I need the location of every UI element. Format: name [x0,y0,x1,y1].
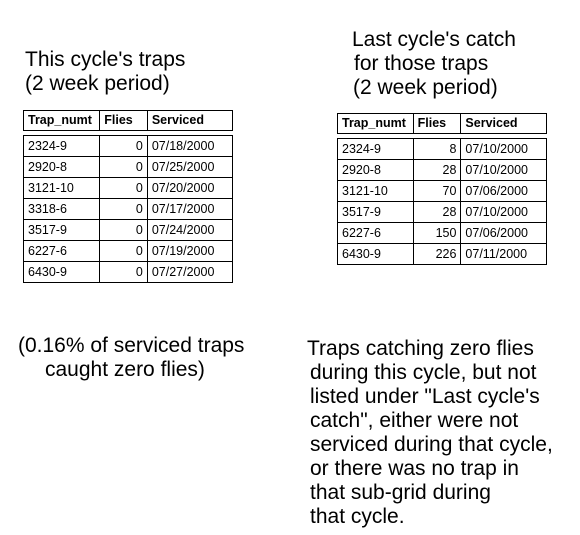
trap-number-cell[interactable]: 6430-9 [338,244,414,264]
this-cycle-title-line1: This cycle's traps [25,48,186,71]
trap-number-cell[interactable]: 2324-9 [24,136,100,156]
flies-count-cell[interactable]: 28 [414,160,462,180]
explanation-note-line4: catch", either were not [310,409,519,432]
last-cycle-title [352,28,516,100]
flies-count-cell[interactable]: 0 [100,199,148,219]
serviced-date-cell[interactable]: 07/19/2000 [151,244,215,258]
trap-number-cell[interactable]: 3517-9 [338,202,414,222]
table-body [337,138,547,265]
last-cycle-catch-table [337,113,547,265]
percentage-note-line1: (0.16% of serviced traps [18,334,245,357]
explanation-note-line3: listed under "Last cycle's [310,385,540,408]
table-row[interactable] [338,222,546,243]
trap-number-cell[interactable]: 3318-6 [24,199,100,219]
table-row[interactable] [338,139,546,159]
trap-number-cell[interactable]: 3517-9 [24,220,100,240]
explanation-note-line8: that cycle. [310,505,405,528]
serviced-date-cell[interactable]: 07/10/2000 [465,205,528,219]
table-row[interactable] [338,201,546,222]
this-cycle-title-line2: (2 week period) [25,72,170,95]
serviced-date-cell[interactable]: 07/24/2000 [151,223,215,237]
last-cycle-title-line2: for those traps [354,52,489,75]
last-cycle-title-line3: (2 week period) [353,76,498,99]
table-row[interactable] [338,159,546,180]
trap-number-cell[interactable]: 2920-8 [24,157,100,177]
table-header [23,110,233,131]
column-header-serviced[interactable]: Serviced [465,116,518,130]
table-row[interactable] [24,219,232,240]
table-row[interactable] [24,177,232,198]
this-cycle-title [25,48,185,96]
serviced-date-cell[interactable]: 07/17/2000 [151,202,215,216]
trap-number-cell[interactable]: 2324-9 [338,139,414,159]
serviced-date-cell[interactable]: 07/10/2000 [465,142,528,156]
flies-count-cell[interactable]: 0 [100,262,148,282]
flies-count-cell[interactable]: 28 [414,202,462,222]
percentage-note-line2: caught zero flies) [45,358,205,381]
serviced-date-cell[interactable]: 07/11/2000 [465,247,528,261]
flies-count-cell[interactable]: 0 [100,178,148,198]
table-row[interactable] [24,240,232,261]
column-header-flies[interactable]: Flies [100,111,148,130]
serviced-date-cell[interactable]: 07/25/2000 [151,160,215,174]
table-row[interactable] [24,261,232,282]
column-header-trap[interactable]: Trap_numt [338,114,414,133]
explanation-note-line6: or there was no trap in [310,457,519,480]
table-row[interactable] [338,180,546,201]
flies-count-cell[interactable]: 70 [414,181,462,201]
flies-count-cell[interactable]: 226 [414,244,462,264]
explanation-note-line2: during this cycle, but not [310,361,537,384]
table-row[interactable] [24,156,232,177]
column-header-flies[interactable]: Flies [414,114,462,133]
explanation-note-line1: Traps catching zero flies [307,337,534,360]
table-body [23,135,233,283]
trap-number-cell[interactable]: 6227-6 [338,223,414,243]
flies-count-cell[interactable]: 150 [414,223,462,243]
serviced-date-cell[interactable]: 07/20/2000 [151,181,215,195]
serviced-date-cell[interactable]: 07/18/2000 [151,139,215,153]
flies-count-cell[interactable]: 0 [100,157,148,177]
column-header-serviced[interactable]: Serviced [151,113,204,127]
flies-count-cell[interactable]: 0 [100,241,148,261]
flies-count-cell[interactable]: 8 [414,139,462,159]
explanation-note-line7: that sub-grid during [310,481,491,504]
trap-number-cell[interactable]: 3121-10 [24,178,100,198]
serviced-date-cell[interactable]: 07/06/2000 [465,184,528,198]
flies-count-cell[interactable]: 0 [100,220,148,240]
table-row[interactable] [24,136,232,156]
trap-number-cell[interactable]: 6430-9 [24,262,100,282]
table-header [337,113,547,134]
serviced-date-cell[interactable]: 07/10/2000 [465,163,528,177]
table-row[interactable] [24,198,232,219]
this-cycle-traps-table [23,110,233,283]
serviced-date-cell[interactable]: 07/06/2000 [465,226,528,240]
last-cycle-title-line1: Last cycle's catch [352,28,516,51]
trap-number-cell[interactable]: 2920-8 [338,160,414,180]
trap-number-cell[interactable]: 3121-10 [338,181,414,201]
explanation-note-line5: serviced during that cycle, [310,433,553,456]
column-header-trap[interactable]: Trap_numt [24,111,100,130]
table-row[interactable] [338,243,546,264]
zero-flies-percentage-note [18,334,244,382]
explanation-note [307,337,553,529]
serviced-date-cell[interactable]: 07/27/2000 [151,265,215,279]
flies-count-cell[interactable]: 0 [100,136,148,156]
trap-number-cell[interactable]: 6227-6 [24,241,100,261]
